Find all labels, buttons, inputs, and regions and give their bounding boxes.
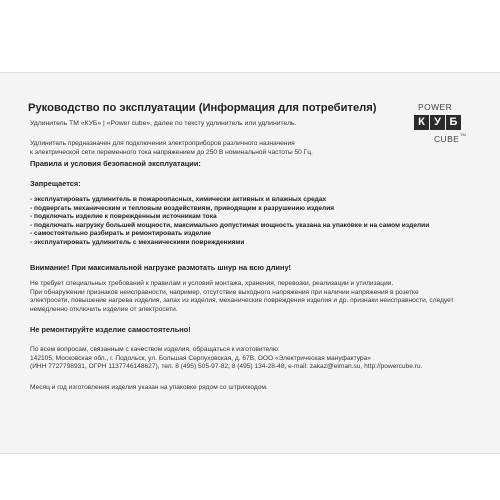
- list-item: - эксплуатировать удлинитель в пожароопасных, химически активных и влажных средах: [30, 196, 327, 203]
- rules-heading: Правила и условия безопасной эксплуатации:: [30, 159, 201, 168]
- intro-text: [30, 140, 482, 157]
- warning-text: Внимание! При максимальной нагрузке размотать шнур на всю длину!: [30, 263, 292, 272]
- logo-letter: Б: [446, 115, 461, 130]
- paragraph-malfunction: [30, 280, 482, 314]
- forbidden-heading: Запрещается:: [30, 179, 81, 188]
- contacts-line: (ИНН 7727798931, ОГРН 1137746148627), тел. 8 (495) 505-97-82, 8 (495) 134-28-48, e-mail: zakaz@elman.su, http://powercube.ru.: [30, 363, 423, 371]
- list-item: - подключать нагрузку большей мощности, максимально допустимая мощность указана на упаковке и на самом изделии: [30, 221, 430, 229]
- paragraph-line: электросети, повышение нагрева изделия, запах из изделия, механические повреждения изделия и др. признаки неисправности, следует: [30, 297, 454, 305]
- paragraph-line: немедленно отключить изделие от электросети.: [30, 305, 178, 313]
- paragraph-line: Не требует специальных требований к правилам и условий монтажа, хранения, перевозки, реализации и утилизации.: [30, 280, 394, 287]
- logo-power-text: POWER: [418, 102, 453, 112]
- list-item: - подвергать механическим и тепловым воздействиям, приводящим к разрушению изделия: [30, 204, 335, 212]
- intro-line: к электрической сети переменного тока напряжением до 250 В номинальной частоты 50 Гц.: [30, 148, 313, 156]
- logo-letter: К: [414, 115, 429, 130]
- contacts-line: По всем вопросам, связанным с качеством изделия, обращаться к изготовителю:: [30, 346, 280, 353]
- list-item: - эксплуатировать удлинитель с механическими повреждениями: [30, 238, 245, 246]
- logo-tm: TM: [460, 132, 466, 137]
- logo-letters: [414, 115, 461, 130]
- paragraph-line: При обнаружении признаков неисправности, например, отсутствие выходного напряжения при наличии напряжения в розетке: [30, 288, 419, 296]
- contacts-block: [30, 346, 482, 372]
- contacts-line: 142105, Московская обл., г. Подольск, ул. Большая Серпуховская, д. 67В, ООО «Электрическая мануфактура»: [30, 354, 371, 362]
- no-repair-text: Не ремонтируйте изделие самостоятельно!: [30, 325, 191, 334]
- page-title: Руководство по эксплуатации (Информация для потребителя): [28, 102, 377, 114]
- list-item: - подключать изделие к поврежденным источникам тока: [30, 213, 217, 221]
- logo-letter: У: [430, 115, 445, 130]
- subtitle: Удлинитель ТМ «КУБ» | «Power cube», далее по тексту удлинитель или удлинитель.: [30, 120, 297, 127]
- intro-line: Удлинитель предназначен для подключения электроприборов различного назначения: [30, 140, 295, 147]
- logo-cube-text: CUBE: [434, 134, 460, 144]
- list-item: - самостоятельно разбирать и ремонтировать изделие: [30, 230, 212, 238]
- footer-text: Месяц и год изготовления изделия указан на упаковке рядом со штрихкодом.: [30, 384, 268, 391]
- forbidden-list: [30, 196, 482, 248]
